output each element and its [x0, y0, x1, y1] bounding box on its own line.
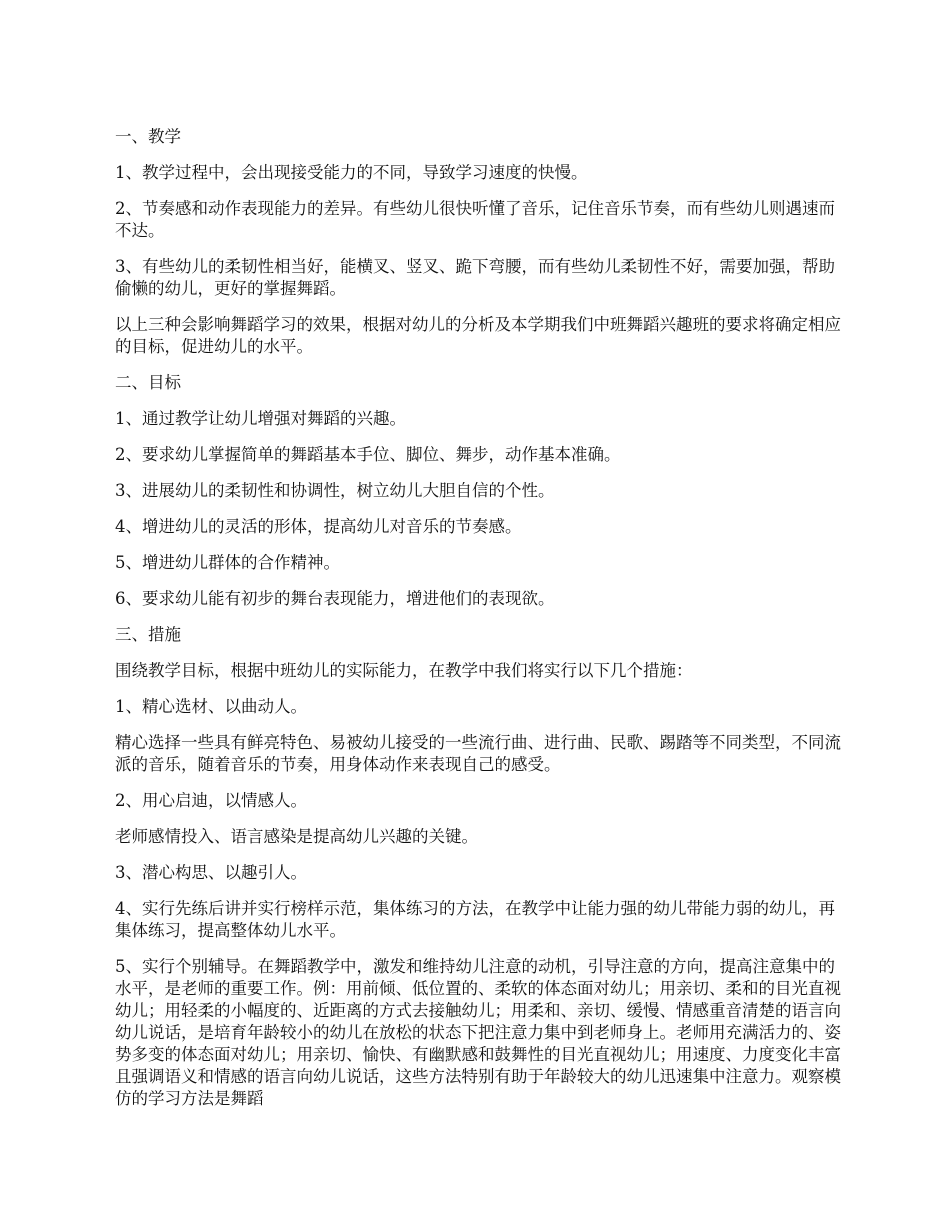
section-heading-teaching: 一、教学	[115, 127, 181, 146]
paragraph-teaching-1: 1、教学过程中，会出现接受能力的不同，导致学习速度的快慢。	[115, 163, 588, 182]
paragraph-measures-intro: 围绕教学目标，根据中班幼儿的实际能力，在教学中我们将实行以下几个措施：	[115, 661, 693, 680]
document-body	[115, 126, 845, 1110]
paragraph-goal-4: 4、增进幼儿的灵活的形体，提高幼儿对音乐的节奏感。	[115, 517, 522, 536]
section-heading-measures: 三、措施	[115, 625, 181, 644]
paragraph-measure-2-detail: 老师感情投入、语言感染是提高幼儿兴趣的关键。	[115, 827, 478, 846]
section-heading-goals: 二、目标	[115, 373, 181, 392]
paragraph-teaching-2: 2、节奏感和动作表现能力的差异。有些幼儿很快听懂了音乐，记住音乐节奏，而有些幼儿则遇速而不达。	[115, 199, 835, 240]
paragraph-goal-1: 1、通过教学让幼儿增强对舞蹈的兴趣。	[115, 409, 406, 428]
paragraph-measure-1-detail: 精心选择一些具有鲜亮特色、易被幼儿接受的一些流行曲、进行曲、民歌、踢踏等不同类型，不同流派的音乐，随着音乐的节奏，用身体动作来表现自己的感受。	[115, 733, 841, 774]
paragraph-measure-5: 5、实行个别辅导。在舞蹈教学中，激发和维持幼儿注意的动机，引导注意的方向，提高注意集中的水平，是老师的重要工作。例：用前倾、低位置的、柔软的体态面对幼儿；用亲切、柔和的目光直视幼儿；用轻柔的小幅度的、近距离的方式去接触幼儿；用柔和、亲切、缓慢、情感重音清楚的语言向幼儿说话，是培育年龄较小的幼儿在放松的状态下把注意力集中到老师身上。老师用充满活力的、姿势多变的体态面对幼儿；用亲切、愉快、有幽默感和鼓舞性的目光直视幼儿；用速度、力度变化丰富且强调语义和情感的语言向幼儿说话，这些方法特别有助于年龄较大的幼儿迅速集中注意力。观察模仿的学习方法是舞蹈	[115, 957, 841, 1108]
paragraph-measure-4: 4、实行先练后讲并实行榜样示范，集体练习的方法，在教学中让能力强的幼儿带能力弱的幼儿，再集体练习，提高整体幼儿水平。	[115, 899, 835, 940]
paragraph-measure-3: 3、潜心构思、以趣引人。	[115, 863, 307, 882]
paragraph-measure-1: 1、精心选材、以曲动人。	[115, 697, 307, 716]
paragraph-measure-2: 2、用心启迪，以情感人。	[115, 791, 307, 810]
paragraph-teaching-3: 3、有些幼儿的柔韧性相当好，能横叉、竖叉、跪下弯腰，而有些幼儿柔韧性不好，需要加强，帮助偷懒的幼儿，更好的掌握舞蹈。	[115, 257, 835, 298]
paragraph-goal-3: 3、进展幼儿的柔韧性和协调性，树立幼儿大胆自信的个性。	[115, 481, 555, 500]
paragraph-goal-2: 2、要求幼儿掌握简单的舞蹈基本手位、脚位、舞步，动作基本准确。	[115, 445, 621, 464]
paragraph-goal-5: 5、增进幼儿群体的合作精神。	[115, 553, 340, 572]
paragraph-teaching-summary: 以上三种会影响舞蹈学习的效果，根据对幼儿的分析及本学期我们中班舞蹈兴趣班的要求将确定相应的目标，促进幼儿的水平。	[115, 315, 841, 356]
paragraph-goal-6: 6、要求幼儿能有初步的舞台表现能力，增进他们的表现欲。	[115, 589, 555, 608]
